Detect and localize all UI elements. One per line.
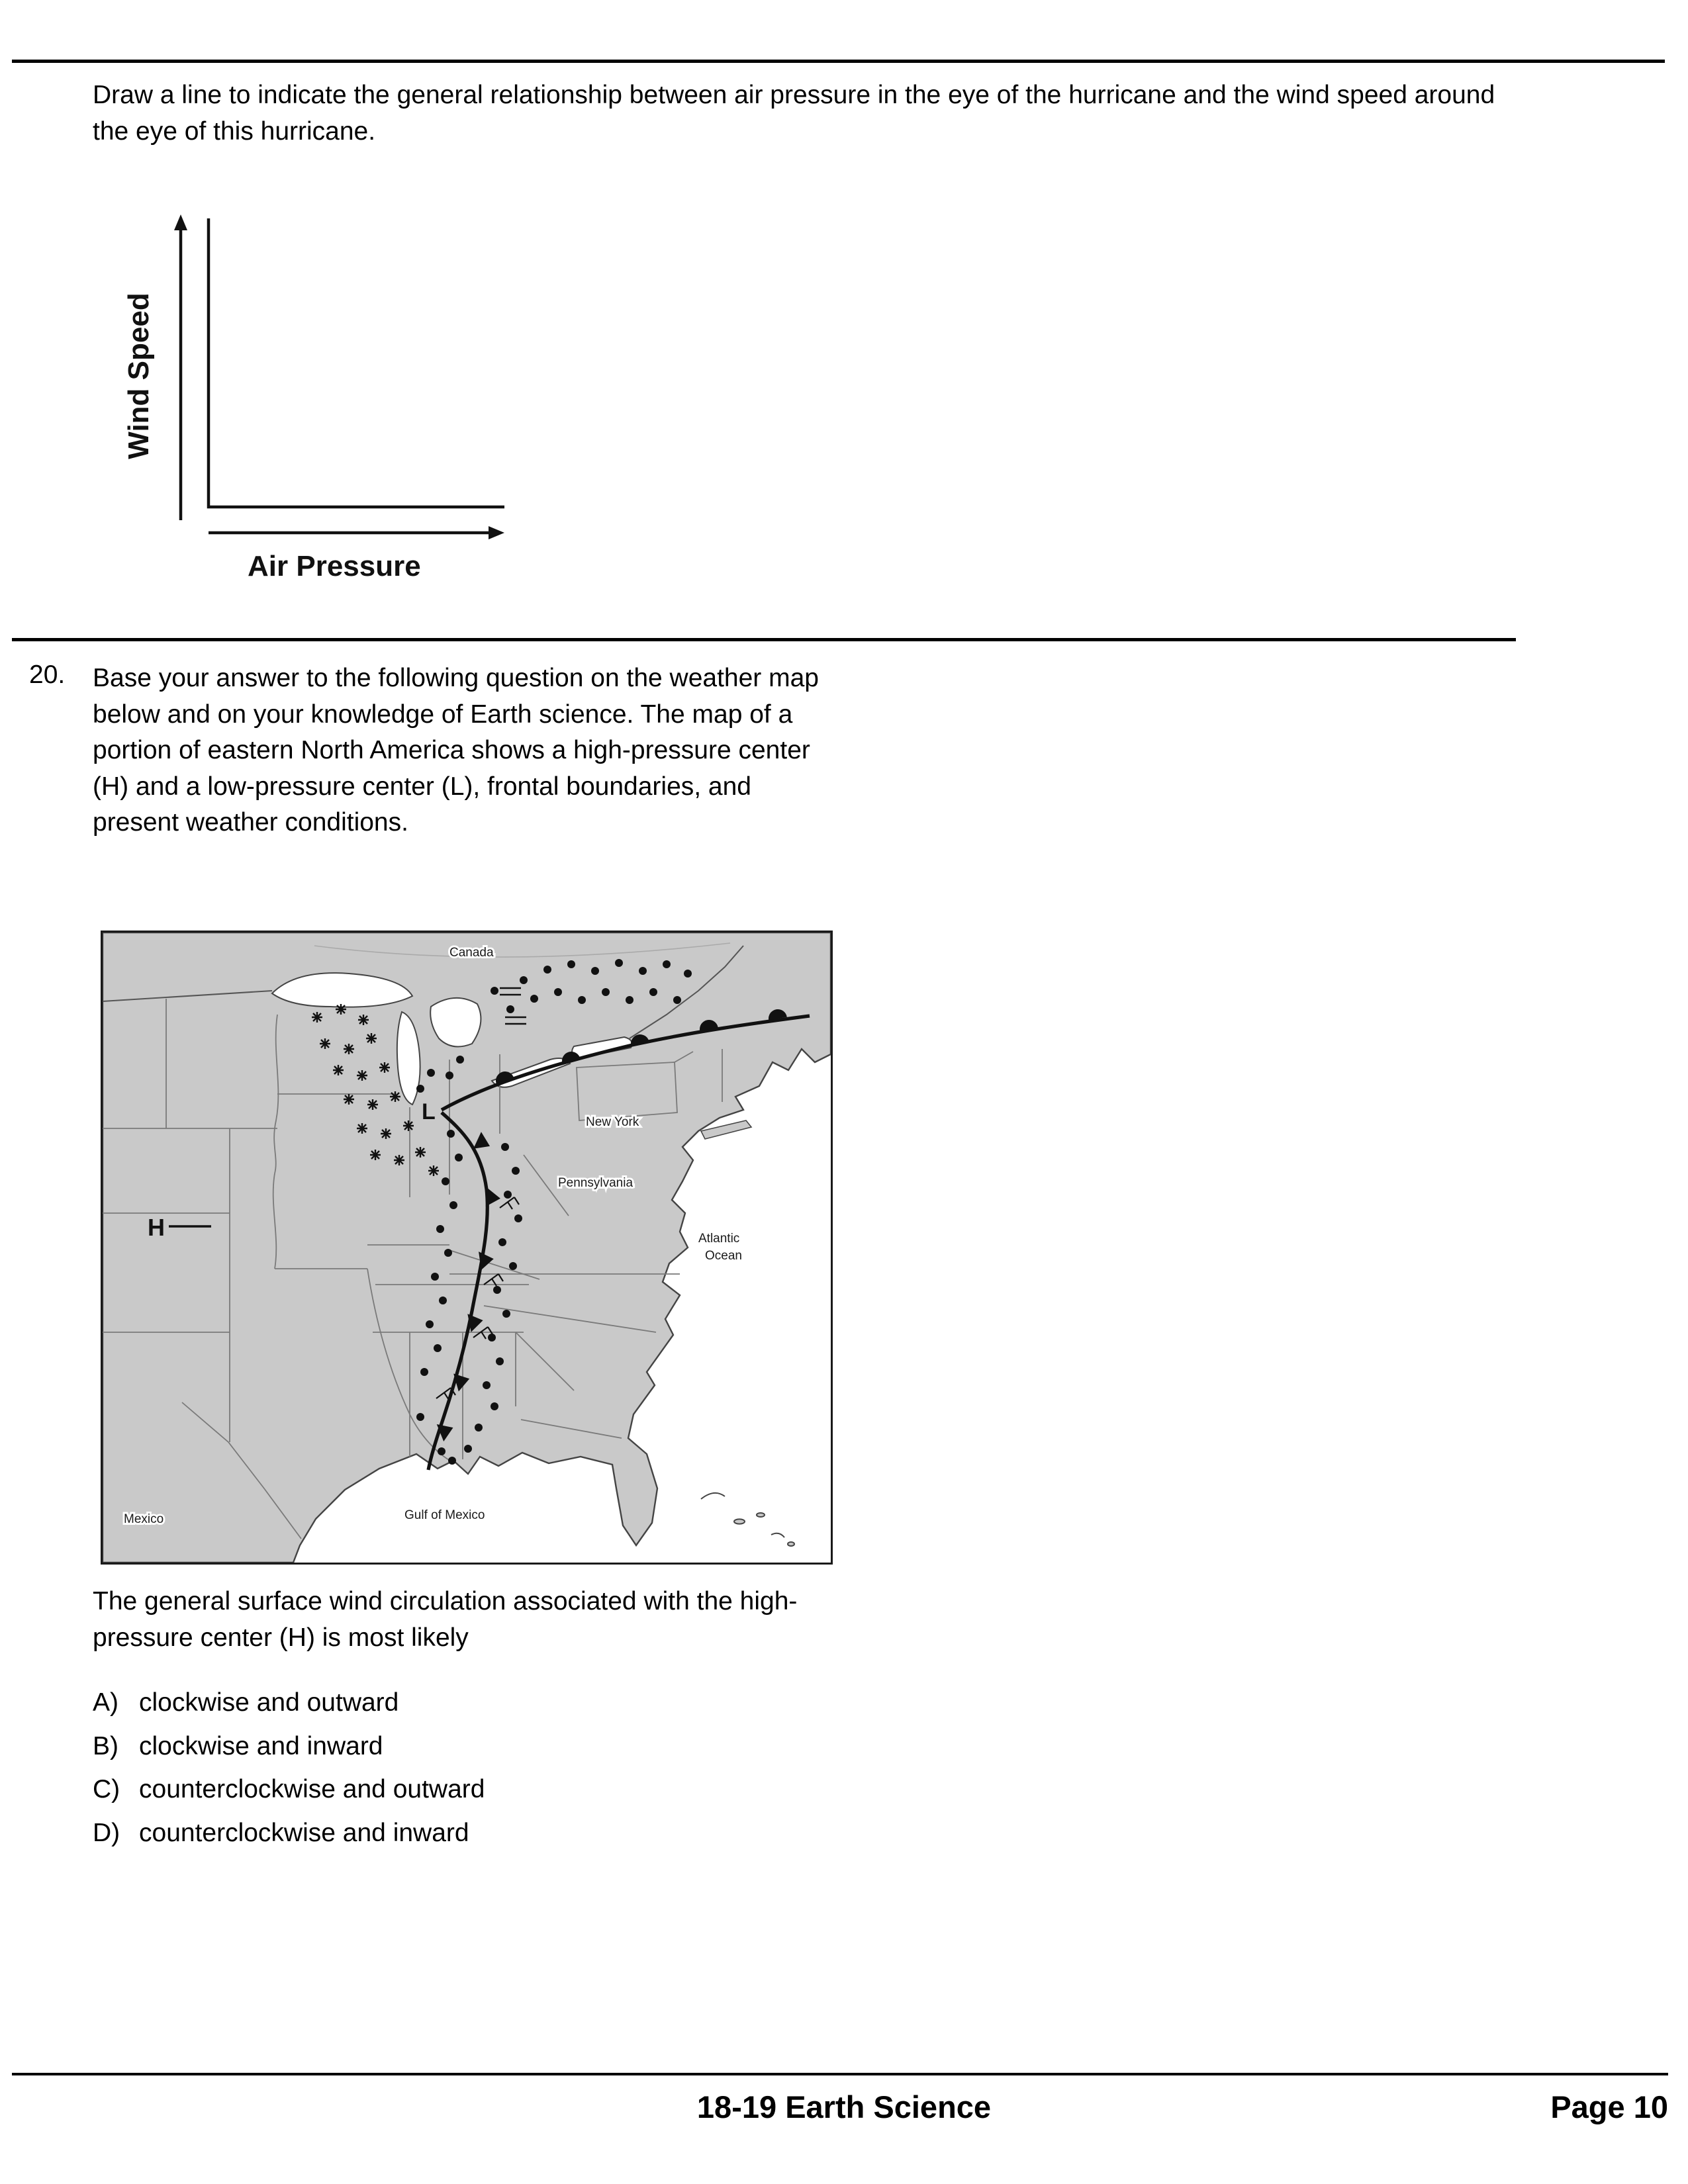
answer-choices	[93, 1681, 485, 1854]
footer-divider	[12, 2073, 1668, 2075]
top-divider	[12, 60, 1665, 63]
low-pressure-label: L	[422, 1099, 436, 1124]
graph-axes	[209, 218, 504, 507]
high-pressure-label: H	[148, 1214, 165, 1241]
footer-title: 18-19 Earth Science	[696, 2089, 992, 2124]
choice-b-label: B)	[93, 1731, 118, 1760]
canada-label: Canada	[449, 946, 494, 960]
question-20-prompt: Base your answer to the following question on the weather map below and on your knowledge of Earth science. The map of a portion of eastern North America shows a high-pressure center (H) and a low-pressure center (L), frontal boundaries, and present weather conditions.	[93, 664, 819, 837]
choice-a-label: A)	[93, 1688, 118, 1717]
choice-c-text: counterclockwise and outward	[139, 1775, 485, 1804]
y-axis-label: Wind Speed	[122, 293, 155, 459]
atlantic-label-line1: Atlantic	[698, 1232, 740, 1246]
question-number: 20.	[29, 660, 66, 689]
gulf-of-mexico-label: Gulf of Mexico	[404, 1508, 485, 1522]
choice-d-label: D)	[93, 1818, 120, 1847]
choice-b-text: clockwise and inward	[139, 1731, 383, 1760]
weather-map	[101, 931, 833, 1565]
question-20-stem: The general surface wind circulation associated with the high-pressure center (H) is most likely	[93, 1587, 798, 1653]
atlantic-label-line2: Ocean	[705, 1249, 742, 1263]
page-number: Page 10	[1550, 2089, 1668, 2124]
choice-a-text: clockwise and outward	[139, 1688, 399, 1717]
choice-b	[93, 1725, 485, 1768]
x-axis-arrow	[209, 526, 504, 539]
choice-d-text: counterclockwise and inward	[139, 1818, 469, 1847]
choice-c-label: C)	[93, 1775, 120, 1804]
blank-graph	[118, 210, 528, 594]
choice-c	[93, 1768, 485, 1811]
choice-a	[93, 1681, 485, 1725]
x-axis-label: Air Pressure	[248, 550, 421, 582]
choice-d	[93, 1811, 485, 1855]
mexico-label: Mexico	[124, 1512, 164, 1526]
pennsylvania-label: Pennsylvania	[558, 1176, 633, 1190]
weather-map-figure	[103, 933, 831, 1563]
hurricane-question-prompt: Draw a line to indicate the general relationship between air pressure in the eye of the hurricane and the wind speed around the eye of this hurricane.	[93, 81, 1495, 146]
question-divider	[12, 638, 1516, 641]
new-york-label: New York	[586, 1115, 639, 1129]
y-axis-arrow	[174, 214, 187, 520]
axes-figure	[118, 210, 528, 591]
